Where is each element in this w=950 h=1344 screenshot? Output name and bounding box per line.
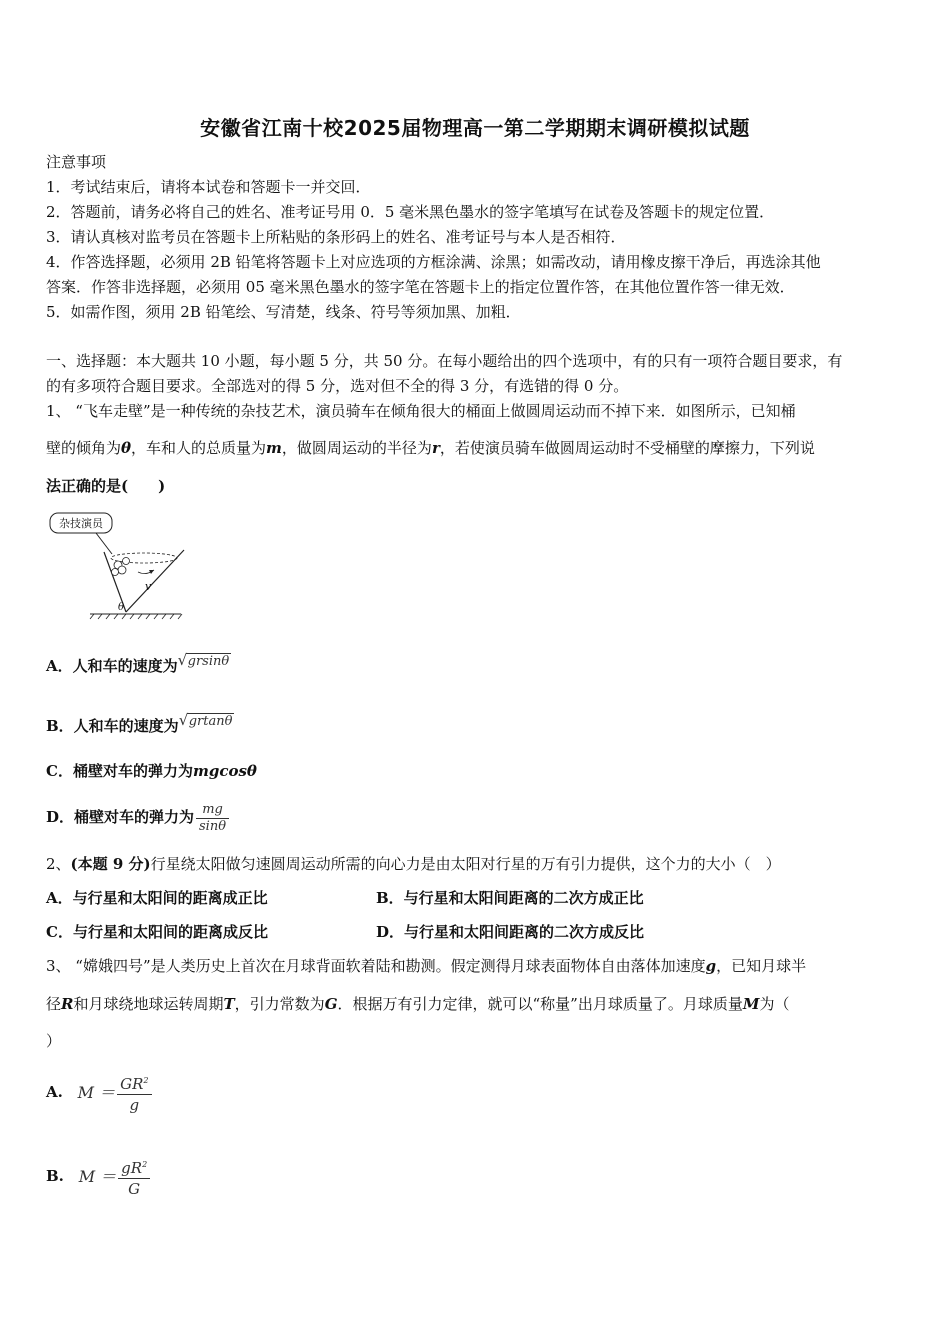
formula: [78, 1071, 152, 1116]
q3-var-g: g: [705, 957, 717, 975]
exponent: 2: [143, 1076, 149, 1086]
notice-item: 2．答题前，请务必将自己的姓名、准考证号用 0．5 毫米黑色墨水的签字笔填写在试卷及答题卡的规定位置．: [46, 203, 775, 221]
option-text: B．人和车的速度为: [46, 717, 179, 735]
q1-option-b[interactable]: [46, 712, 908, 736]
q1-var-r: r: [431, 439, 440, 457]
option-text: A．人和车的速度为: [46, 657, 178, 675]
notice-item: 答案．作答非选择题，必须用 05 毫米黑色墨水的签字笔在答题卡上的指定位置作答，在其他位置作答一律无效．: [46, 278, 795, 296]
formula-lhs: M ＝: [78, 1166, 117, 1186]
sqrt-expression: √ grsinθ: [177, 651, 230, 669]
q2-option-a[interactable]: A．与行星和太阳间的距离成正比: [46, 889, 268, 907]
circular-path: [111, 553, 177, 563]
option-expr: mgcosθ: [192, 762, 257, 780]
q2-points: (本题 9 分): [70, 855, 151, 873]
q1-text: ，做圆周运动的半径为: [281, 439, 432, 457]
q1-option-a[interactable]: [46, 652, 908, 676]
q3-var-g-const: G: [324, 995, 338, 1013]
notice-item: 4．作答选择题，必须用 2B 铅笔将答题卡上对应选项的方框涂满、涂黑；如需改动，请用橡皮擦干净后，再选涂其他: [46, 253, 821, 271]
q3-stem-line1: [46, 956, 908, 976]
q3-text: 为（: [759, 995, 790, 1013]
q3-var-r: R: [61, 995, 74, 1013]
denominator: g: [129, 1096, 140, 1115]
exponent: 2: [142, 1160, 148, 1170]
q3-stem-line2: [46, 994, 908, 1014]
notice-item: 5．如需作图，须用 2B 铅笔绘、写清楚，线条、符号等须加黑、加粗．: [46, 303, 521, 321]
q3-text: ，引力常数为: [234, 995, 325, 1013]
q2-stem: [46, 854, 908, 874]
fraction: [118, 1155, 150, 1199]
q2-option-b[interactable]: B．与行星和太阳间距离的二次方成正比: [376, 889, 644, 907]
q2-number: 2、: [46, 855, 71, 873]
numerator: [117, 1071, 151, 1095]
numerator-base: gR: [121, 1159, 143, 1178]
notice-heading: 注意事项: [46, 153, 107, 171]
option-text: C．桶壁对车的弹力为: [46, 762, 193, 780]
q3-option-b[interactable]: [46, 1154, 908, 1199]
sqrt-expression: √ grtanθ: [178, 711, 233, 729]
radicand: grtanθ: [188, 714, 233, 729]
rider-body: [112, 569, 119, 576]
velocity-label: v: [145, 580, 152, 593]
q1-var-theta: θ: [121, 439, 132, 457]
q3-text: ．根据万有引力定律，就可以“称量”出月球质量了。月球质量: [337, 995, 743, 1013]
q1-text: 壁的倾角为: [46, 439, 122, 457]
section-header: 一、选择题：本大题共 10 小题，每小题 5 分，共 50 分。在每小题给出的四个选项中，有的只有一项符合题目要求，有: [46, 352, 843, 370]
q2-text: 行星绕太阳做匀速圆周运动所需的向心力是由太阳对行星的万有引力提供，这个力的大小（ ）: [150, 855, 781, 873]
q1-stem-line1: 1、 “飞车走壁”是一种传统的杂技艺术，演员骑车在倾角很大的桶面上做圆周运动而不掉下来．如图所示，已知桶: [46, 402, 796, 420]
ground-hatching: [90, 614, 182, 619]
fraction: [196, 802, 229, 835]
page-title: 安徽省江南十校2025届物理高一第二学期期末调研模拟试题: [200, 116, 750, 140]
q3-var-t: T: [223, 995, 235, 1013]
q1-stem-line3: 法正确的是( ): [46, 477, 166, 495]
q3-var-m: M: [742, 995, 760, 1013]
q3-text: ，已知月球半: [716, 957, 807, 975]
label-pointer: [96, 533, 112, 554]
q1-option-d[interactable]: [46, 800, 908, 835]
q1-text: ，车和人的总质量为: [131, 439, 267, 457]
numerator: mg: [196, 802, 229, 819]
q3-text: 径: [46, 995, 62, 1013]
arrow-head: [149, 570, 154, 574]
q2-option-c[interactable]: C．与行星和太阳间的距离成反比: [46, 923, 268, 941]
option-text: D．桶壁对车的弹力为: [46, 808, 195, 826]
fraction: [117, 1071, 151, 1115]
rider-body: [123, 558, 130, 565]
q1-option-c[interactable]: [46, 761, 908, 781]
q3-text: 3、 “嫦娥四号”是人类历史上首次在月球背面软着陆和勘测。假定测得月球表面物体自由落体加速度: [46, 957, 706, 975]
q1-var-m: m: [266, 439, 282, 457]
numerator-base: GR: [120, 1075, 144, 1094]
q1-figure: [46, 510, 196, 626]
formula-lhs: M ＝: [77, 1082, 116, 1102]
figure-label: 杂技演员: [59, 517, 103, 530]
option-label: B.: [46, 1167, 64, 1185]
numerator: [118, 1155, 150, 1179]
q3-stem-line3: ）: [46, 1032, 62, 1050]
radicand: grsinθ: [187, 654, 230, 669]
rider-wheel: [118, 566, 126, 574]
notice-item: 1．考试结束后，请将本试卷和答题卡一并交回．: [46, 178, 371, 196]
formula: [79, 1155, 150, 1200]
q2-option-d[interactable]: D．与行星和太阳间距离的二次方成反比: [376, 923, 645, 941]
wall-of-death-diagram: [46, 510, 196, 622]
q1-text: ，若使演员骑车做圆周运动时不受桶壁的摩擦力，下列说: [439, 439, 815, 457]
denominator: sinθ: [199, 818, 227, 834]
notice-item: 3．请认真核对监考员在答题卡上所粘贴的条形码上的姓名、准考证号与本人是否相符．: [46, 228, 626, 246]
section-header-cont: 的有多项符合题目要求。全部选对的得 5 分，选对但不全的得 3 分，有选错的得 0 分。: [46, 377, 629, 395]
q3-text: 和月球绕地球运转周期: [73, 995, 224, 1013]
denominator: G: [128, 1180, 141, 1199]
option-label: A.: [46, 1083, 63, 1101]
q1-stem-line2: [46, 438, 908, 458]
angle-label: θ: [118, 602, 125, 613]
q3-option-a[interactable]: [46, 1070, 908, 1115]
